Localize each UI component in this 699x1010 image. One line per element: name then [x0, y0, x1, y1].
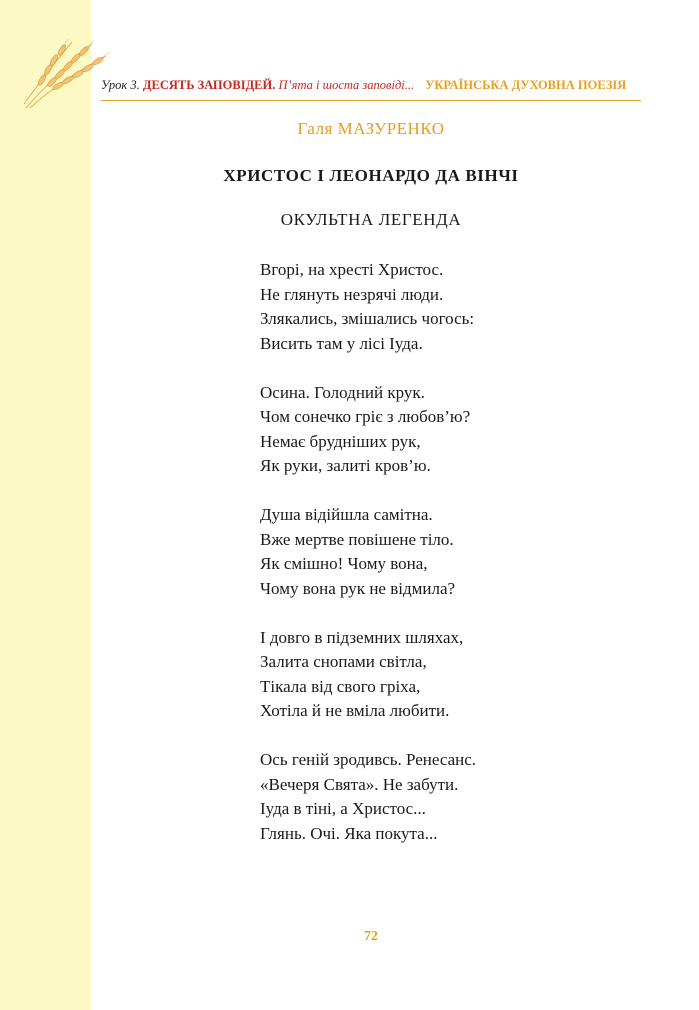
author-name: Галя МАЗУРЕНКО	[297, 119, 445, 138]
stanza	[260, 626, 640, 724]
poem-line: Вже мертве повішене тіло.	[260, 529, 454, 549]
poem-line: Глянь. Очі. Яка покута...	[260, 823, 438, 843]
stanza	[260, 503, 640, 601]
page-number: 72	[364, 929, 378, 944]
poem-line: Чому вона рук не відмила?	[260, 578, 456, 598]
poem-line: Вгорі, на хресті Христос.	[260, 260, 444, 279]
poem-line: Як смішно! Чому вона,	[260, 554, 428, 573]
poem-line: Ось геній зродивсь. Ренесанс.	[260, 750, 477, 769]
side-band	[0, 0, 91, 1010]
poem-line: Тікала від свого гріха,	[260, 676, 421, 696]
poem-line: Душа відійшла самітна.	[260, 505, 433, 524]
header-section: УКРАЇНСЬКА ДУХОВНА ПОЕЗІЯ	[425, 78, 627, 92]
wheat-icon	[22, 38, 112, 110]
running-header	[101, 78, 641, 98]
poem-line: Чом сонечко гріє з любов’ю?	[260, 407, 471, 426]
header-lesson: Урок 3.	[101, 78, 140, 92]
poem-line: Залита снопами світла,	[260, 652, 427, 671]
poem-body	[260, 258, 640, 871]
stanza	[260, 258, 640, 356]
poem-subtitle: ОКУЛЬТНА ЛЕГЕНДА	[280, 210, 462, 229]
poem-line: І довго в підземних шляхах,	[260, 627, 464, 647]
poem-line: Іуда в тіні, а Христос...	[260, 799, 426, 818]
poem-line: «Вечеря Свята». Не забути.	[260, 774, 459, 794]
poem-line: Не глянуть незрячі люди.	[260, 284, 444, 304]
poem-line: Як руки, залиті кров’ю.	[260, 456, 431, 475]
poem-line: Хотіла й не вміла любити.	[260, 701, 450, 720]
header-rule	[101, 100, 641, 101]
stanza	[260, 748, 640, 846]
poem-line: Злякались, змішались чогось:	[260, 309, 475, 328]
poem-line: Осина. Голодний крук.	[260, 382, 425, 402]
poem-title: ХРИСТОС І ЛЕОНАРДО ДА ВІНЧІ	[223, 166, 519, 185]
poem-line: Висить там у лісі Іуда.	[260, 333, 423, 353]
header-lesson-title: ДЕСЯТЬ ЗАПОВІДЕЙ.	[142, 78, 276, 92]
stanza	[260, 381, 640, 479]
header-lesson-subtitle: П’ята і шоста заповіді...	[278, 78, 415, 92]
poem-line: Немає брудніших рук,	[260, 431, 421, 451]
